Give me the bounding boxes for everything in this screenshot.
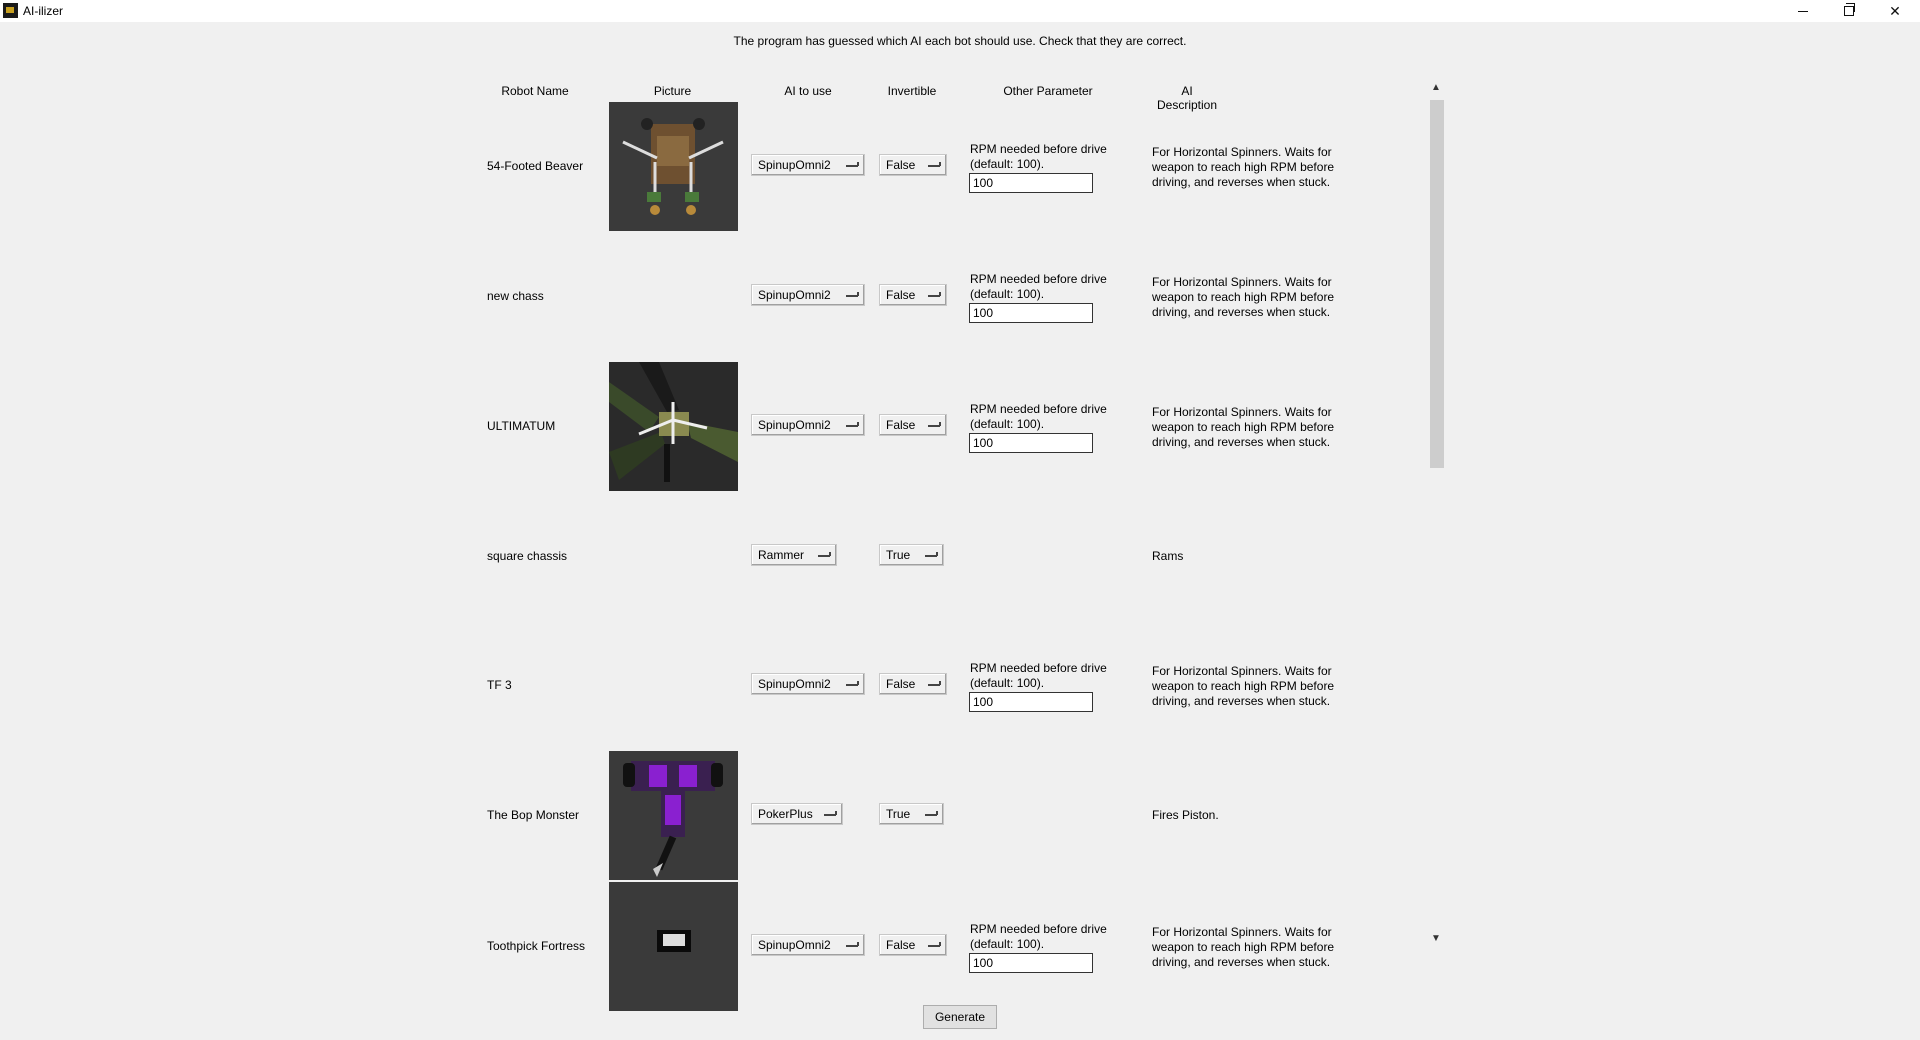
ai-dropdown[interactable] [751,414,865,436]
scrollbar-thumb[interactable] [1430,100,1444,468]
parameter-label: RPM needed before drive (default: 100). [970,272,1107,301]
dropdown-arrow-icon [928,945,940,947]
robot-name: TF 3 [487,678,512,692]
dropdown-arrow-icon [818,555,830,557]
robot-picture [609,362,738,491]
ai-dropdown[interactable] [751,284,865,306]
dropdown-arrow-icon [928,295,940,297]
parameter-input[interactable] [969,303,1093,323]
robot-row [470,232,1430,361]
parameter-label: RPM needed before drive (default: 100). [970,922,1107,951]
robot-name: ULTIMATUM [487,419,556,433]
instruction-text: The program has guessed which AI each bot should use. Check that they are correct. [733,34,1187,48]
robot-preview-image [609,362,738,491]
ai-description: For Horizontal Spinners. Waits for weapon to reach high RPM before driving, and reverses when stuck. [1152,925,1335,969]
ai-description: For Horizontal Spinners. Waits for weapon to reach high RPM before driving, and reverses when stuck. [1152,405,1335,449]
invertible-dropdown[interactable] [879,934,947,956]
parameter-input[interactable] [969,953,1093,973]
dropdown-arrow-icon [846,684,858,686]
invertible-dropdown-value: False [886,288,916,302]
ai-dropdown[interactable] [751,154,865,176]
ai-description: For Horizontal Spinners. Waits for weapon to reach high RPM before driving, and reverses when stuck. [1152,145,1335,189]
parameter-input[interactable] [969,692,1093,712]
invertible-dropdown-value: False [886,938,916,952]
scroll-down-button[interactable]: ▼ [1431,933,1441,944]
robot-list [470,102,1430,969]
invertible-dropdown-value: False [886,158,916,172]
ai-description: Rams [1152,549,1184,563]
ai-dropdown[interactable] [751,803,843,825]
title-bar [0,0,1920,22]
invertible-dropdown-value: True [886,807,911,821]
robot-row [470,102,1430,231]
close-button[interactable] [1872,0,1918,22]
ai-dropdown-value: SpinupOmni2 [758,677,831,691]
ai-dropdown[interactable] [751,544,837,566]
dropdown-arrow-icon [824,814,836,816]
restore-button[interactable] [1826,0,1872,22]
invertible-dropdown[interactable] [879,544,944,566]
parameter-label: RPM needed before drive (default: 100). [970,402,1107,431]
parameter-label: RPM needed before drive (default: 100). [970,661,1107,690]
robot-row [470,751,1430,880]
robot-picture [609,102,738,231]
header-picture: Picture [653,84,692,98]
ai-description: For Horizontal Spinners. Waits for weapon to reach high RPM before driving, and reverses when stuck. [1152,664,1335,708]
close-icon: ✕ [1889,2,1901,19]
ai-description: For Horizontal Spinners. Waits for weapon to reach high RPM before driving, and reverses when stuck. [1152,275,1335,319]
header-robot-name: Robot Name [501,84,569,98]
robot-preview-image [609,751,738,880]
dropdown-arrow-icon [928,165,940,167]
invertible-dropdown[interactable] [879,803,944,825]
parameter-input[interactable] [969,433,1093,453]
dropdown-arrow-icon [846,165,858,167]
ai-description: Fires Piston. [1152,808,1219,822]
robot-name: 54-Footed Beaver [487,159,584,173]
parameter-input[interactable] [969,173,1093,193]
scroll-up-button[interactable]: ▲ [1431,82,1441,93]
dropdown-arrow-icon [928,684,940,686]
ai-dropdown-value: SpinupOmni2 [758,288,831,302]
invertible-dropdown-value: False [886,418,916,432]
robot-row [470,882,1430,1011]
dropdown-arrow-icon [928,425,940,427]
invertible-dropdown-value: False [886,677,916,691]
header-other-parameter: Other Parameter [1003,84,1093,98]
robot-name: square chassis [487,549,568,563]
invertible-dropdown-value: True [886,548,911,562]
restore-icon [1844,6,1854,16]
invertible-dropdown[interactable] [879,414,947,436]
generate-button[interactable]: Generate [923,1005,997,1029]
ai-dropdown[interactable] [751,673,865,695]
robot-picture [609,751,738,880]
invertible-dropdown[interactable] [879,673,947,695]
robot-name: new chass [487,289,544,303]
robot-preview-image [609,102,738,231]
invertible-dropdown[interactable] [879,284,947,306]
ai-dropdown-value: SpinupOmni2 [758,158,831,172]
dropdown-arrow-icon [846,945,858,947]
robot-picture [609,882,738,1011]
ai-dropdown[interactable] [751,934,865,956]
minimize-button[interactable] [1780,0,1826,22]
robot-row [470,362,1430,491]
robot-name: Toothpick Fortress [487,939,586,953]
header-ai: AI to use [784,84,832,98]
dropdown-arrow-icon [925,555,937,557]
invertible-dropdown[interactable] [879,154,947,176]
ai-dropdown-value: SpinupOmni2 [758,938,831,952]
header-ai-description: AI Description [1156,84,1218,112]
robot-preview-image [609,882,738,1011]
dropdown-arrow-icon [846,295,858,297]
dropdown-arrow-icon [925,814,937,816]
dropdown-arrow-icon [846,425,858,427]
robot-row [470,621,1430,750]
minimize-icon [1798,11,1808,12]
parameter-label: RPM needed before drive (default: 100). [970,142,1107,171]
ai-dropdown-value: PokerPlus [758,807,813,821]
robot-row [470,492,1430,621]
header-invertible: Invertible [887,84,937,98]
app-icon [3,3,18,18]
robot-name: The Bop Monster [487,808,580,822]
ai-dropdown-value: SpinupOmni2 [758,418,831,432]
ai-dropdown-value: Rammer [758,548,805,562]
window-title: AI-ilizer [23,4,64,18]
